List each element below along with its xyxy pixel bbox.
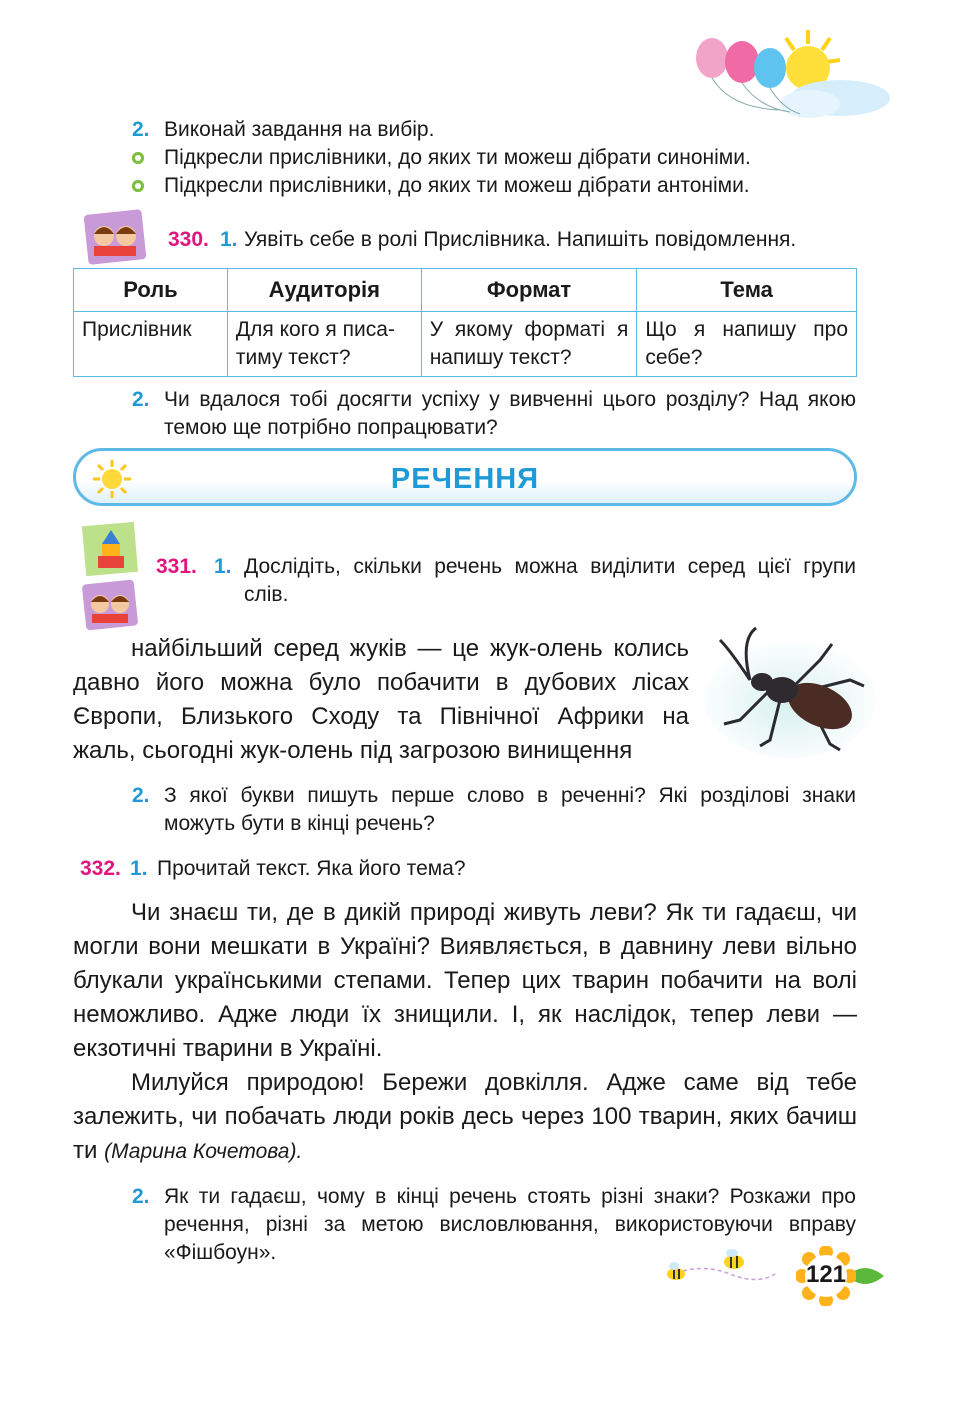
question-text: Чи вдалося тобі досягти успіху у вивченні цього розділу? Над якою темою ще потрібно попрацювати? <box>164 388 856 439</box>
exercise-text: Прочитай текст. Яка його тема? <box>157 857 466 880</box>
task-text: Виконай завдання на вибір. <box>164 118 435 141</box>
story-author: (Марина Кочетова). <box>104 1140 303 1163</box>
bees-decoration <box>660 1242 810 1292</box>
table-header-row <box>74 269 857 312</box>
bullet-icon <box>132 180 144 192</box>
subtask-number: 2. <box>132 1185 150 1208</box>
table-header: Тема <box>637 269 857 312</box>
story-text: Чи знаєш ти, де в дикій природі живуть леви? Як ти гадаєш, чи могли вони мешкати в Україні? Виявляється, в давнину леви вільно блукали українськими степами. Тепер цих тварин побачити на волі неможливо. Адже люди їх знищили. І, як наслідок, тепер леви — екзотичні тварини в Україні. <box>73 899 857 1062</box>
bullet-item: Підкресли прислівники, до яких ти можеш дібрати антоніми. <box>164 174 750 197</box>
subtask-number: 1. <box>130 857 148 880</box>
table-header: Формат <box>421 269 637 312</box>
story-paragraph <box>73 1066 857 1169</box>
question-text: З якої букви пишуть перше слово в реченні? Які розділові знаки можуть бути в кінці речень? <box>164 784 856 835</box>
subtask-number: 2. <box>132 388 150 411</box>
table-row <box>74 312 857 377</box>
balloons-sun-illustration <box>690 28 910 128</box>
page-number: 121 <box>805 1261 847 1288</box>
passage-text <box>73 632 689 768</box>
section-banner <box>73 448 857 506</box>
subtask-number: 2. <box>132 784 150 807</box>
stag-beetle-image <box>700 620 876 760</box>
table-cell: Що я напишу про себе? <box>637 312 857 377</box>
table-cell: Прислівник <box>74 312 228 377</box>
exercise-text: Уявіть себе в ролі Прислівника. Напишіть повідомлення. <box>244 228 797 251</box>
bullet-icon <box>132 152 144 164</box>
pair-work-icon <box>80 206 150 268</box>
exercise-number: 330. <box>168 228 209 251</box>
table-header: Аудиторія <box>227 269 421 312</box>
task-number: 2. <box>132 118 150 141</box>
subtask-number: 1. <box>220 228 238 251</box>
table-header: Роль <box>74 269 228 312</box>
subtask-number: 1. <box>214 555 232 578</box>
story-paragraph <box>73 896 857 1066</box>
bee-icon <box>667 1262 685 1280</box>
table-cell: Для кого я писатиму текст? <box>227 312 421 377</box>
question-text: Як ти гадаєш, чому в кінці речень стоять різні знаки? Розкажи про речення, різні за метою висловлювання, використовуючи вправу «Фішбоун». <box>164 1185 856 1264</box>
bullet-item: Підкресли прислівники, до яких ти можеш дібрати синоніми. <box>164 146 751 169</box>
exercise-text: Дослідіть, скільки речень можна виділити серед цієї групи слів. <box>244 555 856 606</box>
blocks-icon <box>80 520 140 578</box>
message-table <box>73 268 857 377</box>
exercise-number: 331. <box>156 555 197 578</box>
bee-icon <box>724 1249 744 1269</box>
passage: найбільший серед жуків — це жук-олень колись давно його можна було побачити в дубових лісах Європи, Близького Сходу та Північної Африки на жаль, сьогодні жук-олень під загрозою винищення <box>73 635 689 764</box>
table-cell: У якому форматі я напишу текст? <box>421 312 637 377</box>
exercise-number: 332. <box>80 857 121 880</box>
pair-work-icon <box>80 578 140 632</box>
story-text: Милуйся природою! Бережи довкілля. Адже саме від тебе залежить, чи побачать люди років десь через 100 тварин, яких бачиш ти <box>73 1069 857 1164</box>
section-title: РЕЧЕННЯ <box>390 463 540 495</box>
